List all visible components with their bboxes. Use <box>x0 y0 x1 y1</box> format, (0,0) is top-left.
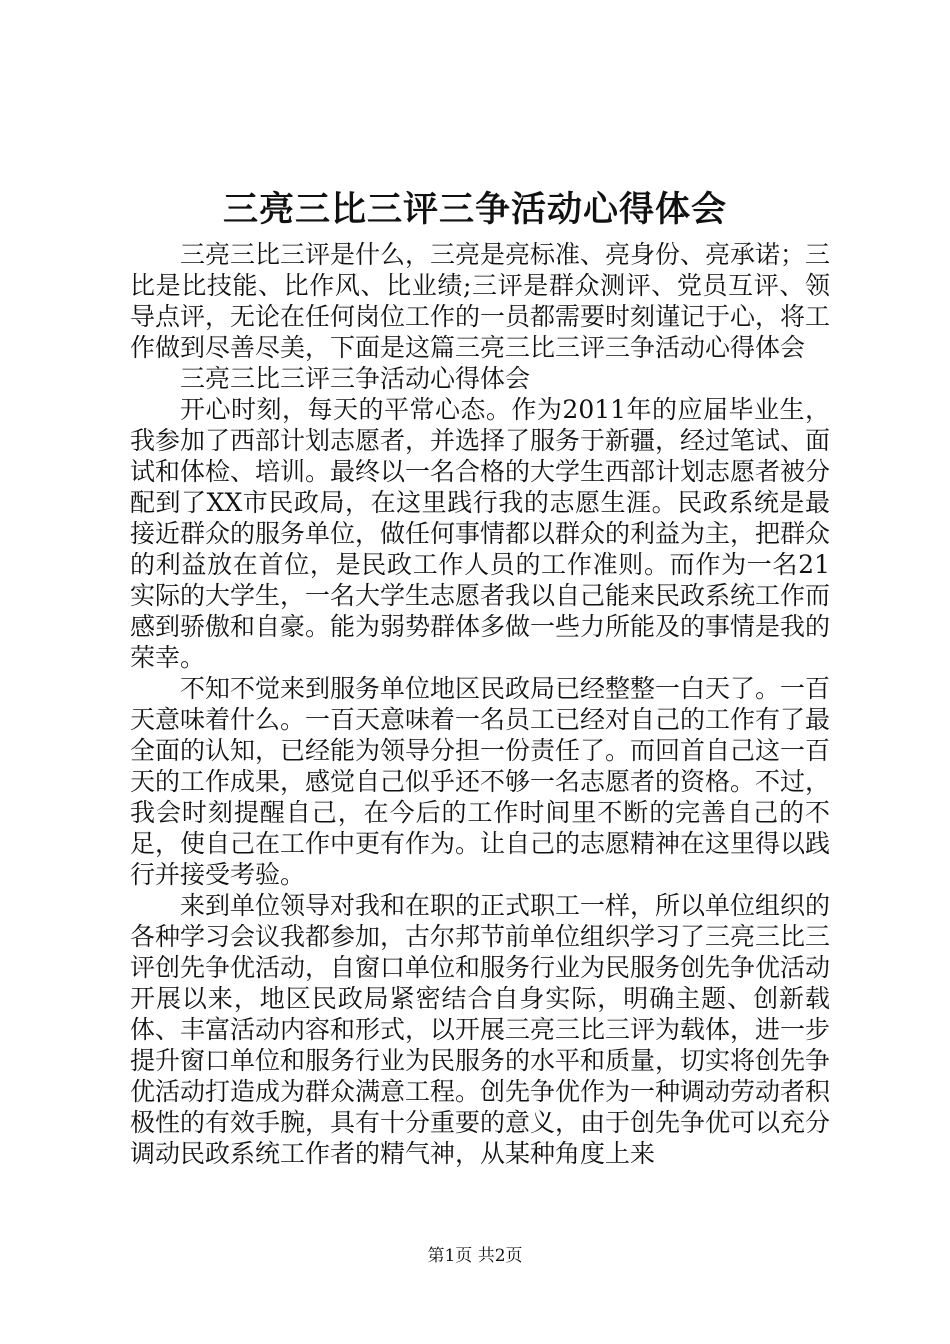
body-paragraph: 来到单位领导对我和在职的正式职工一样，所以单位组织的各种学习会议我都参加，古尔邦节前单位组织学习了三亮三比三评创先争优活动，自窗口单位和服务行业为民服务创先争优活动开展以来，地区民政局紧密结合自身实际，明确主题、创新载体、丰富活动内容和形式，以开展三亮三比三评为载体，进一步提升窗口单位和服务行业为民服务的水平和质量，切实将创先争优活动打造成为群众满意工程。创先争优作为一种调动劳动者积极性的有效手腕，具有十分重要的意义，由于创先争优可以充分调动民政系统工作者的精气神，从某种角度上来 <box>130 891 831 1168</box>
page-number-footer: 第1页 共2页 <box>427 1246 523 1266</box>
document-title: 三亮三比三评三争活动心得体会 <box>222 189 727 230</box>
intro-paragraph: 三亮三比三评是什么，三亮是亮标准、亮身份、亮承诺；三比是比技能、比作风、比业绩;三评是群众测评、党员互评、领导点评，无论在任何岗位工作的一员都需要时刻谨记于心，将工作做到尽善尽美，下面是这篇三亮三比三评三争活动心得体会 <box>130 240 831 362</box>
document-body <box>130 239 830 1169</box>
body-paragraph: 开心时刻，每天的平常心态。作为2011年的应届毕业生，我参加了西部计划志愿者，并选择了服务于新疆，经过笔试、面试和体检、培训。最终以一名合格的大学生西部计划志愿者被分配到了XX市民政局，在这里践行我的志愿生涯。民政系统是最接近群众的服务单位，做任何事情都以群众的利益为主，把群众的利益放在首位，是民政工作人员的工作准则。而作为一名21实际的大学生，一名大学生志愿者我以自己能来民政系统工作而感到骄傲和自豪。能为弱势群体多做一些力所能及的事情是我的荣幸。 <box>130 395 831 672</box>
subtitle-paragraph: 三亮三比三评三争活动心得体会 <box>180 364 531 393</box>
body-paragraph: 不知不觉来到服务单位地区民政局已经整整一白天了。一百天意味着什么。一百天意味着一名员工已经对自己的工作有了最全面的认知，已经能为领导分担一份责任了。而回首自己这一百天的工作成果，感觉自己似乎还不够一名志愿者的资格。不过，我会时刻提醒自己，在今后的工作时间里不断的完善自己的不足，使自己在工作中更有作为。让自己的志愿精神在这里得以践行并接受考验。 <box>130 674 831 889</box>
